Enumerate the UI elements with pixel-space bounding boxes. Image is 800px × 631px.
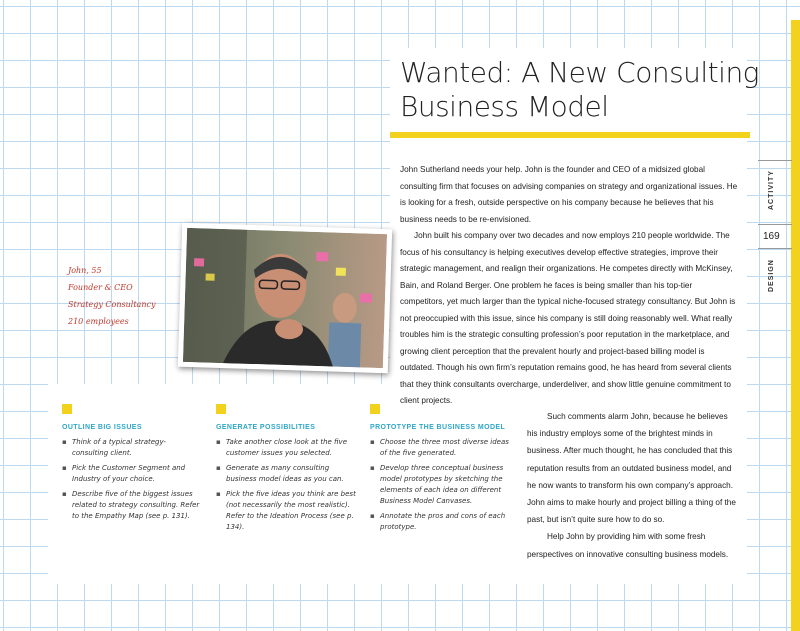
step-heading: GENERATE POSSIBILITIES bbox=[216, 424, 316, 431]
caption-company: Strategy Consultancy bbox=[68, 300, 156, 309]
list-item: ▪ Develop three conceptual business model prototypes by sketching the elements of each idea on different Business Model Canvases. bbox=[370, 463, 510, 507]
photo-caption bbox=[68, 262, 178, 330]
tab-divider bbox=[758, 160, 792, 161]
title-underline bbox=[390, 132, 750, 138]
tab-divider bbox=[758, 224, 792, 225]
caption-name: John, 55 bbox=[68, 266, 102, 275]
body-text-right bbox=[527, 408, 740, 563]
yellow-square-icon bbox=[216, 404, 226, 414]
body-paragraph: John Sutherland needs your help. John is the founder and CEO of a midsized global consulting firm that focuses on advising companies on strategy and organizational issues. He is looking for a fresh, outside perspective on his company because he believes that his business needs to be re-envisioned. bbox=[400, 165, 738, 224]
page-title: Wanted: A New Consulting Business Model bbox=[400, 56, 759, 123]
body-paragraph: Such comments alarm John, because he believes his industry employs some of the brightest minds in business. After much thought, he has concluded that this reputation results from an outdated business model, and he now wants to transform his own company’s approach. John aims to make hourly and project billing a thing of the past, but isn’t quite sure how to do so. bbox=[527, 412, 736, 525]
list-item: ▪ Generate as many consulting business model ideas as you can. bbox=[216, 463, 356, 485]
list-item: ▪ Think of a typical strategy-consulting client. bbox=[62, 437, 202, 459]
step-list bbox=[216, 437, 356, 533]
body-paragraph: Help John by providing him with some fresh perspectives on innovative consulting business models. bbox=[527, 532, 729, 559]
step-list bbox=[370, 437, 510, 533]
list-item: ▪ Take another close look at the five customer issues you selected. bbox=[216, 437, 356, 459]
step-heading: OUTLINE BIG ISSUES bbox=[62, 424, 142, 431]
tab-activity[interactable]: ACTIVITY bbox=[768, 170, 775, 210]
list-item: ▪ Annotate the pros and cons of each prototype. bbox=[370, 511, 510, 533]
activity-step-prototype bbox=[370, 404, 510, 537]
list-item: ▪ Pick the Customer Segment and Industry of your choice. bbox=[62, 463, 202, 485]
yellow-square-icon bbox=[62, 404, 72, 414]
list-item: ▪ Choose the three most diverse ideas of the five generated. bbox=[370, 437, 510, 459]
list-item: ▪ Pick the five ideas you think are best (not necessarily the most realistic). Refer to the Ideation Process (see p. 134). bbox=[216, 489, 356, 533]
step-list bbox=[62, 437, 202, 522]
caption-employees: 210 employees bbox=[68, 317, 129, 326]
page-number: 169 bbox=[763, 231, 780, 242]
tab-divider bbox=[758, 248, 792, 249]
portrait-photo bbox=[183, 228, 387, 368]
list-item: ▪ Describe five of the biggest issues related to strategy consulting. Refer to the Empathy Map (see p. 131). bbox=[62, 489, 202, 522]
john-photo bbox=[178, 223, 392, 374]
activity-step-generate bbox=[216, 404, 356, 537]
tab-design[interactable]: DESIGN bbox=[768, 259, 775, 292]
yellow-square-icon bbox=[370, 404, 380, 414]
caption-role: Founder & CEO bbox=[68, 283, 133, 292]
body-paragraph: John built his company over two decades and now employs 210 people worldwide. The focus of his consultancy is helping executives develop effective strategies, improve their strategic management, and realign their organizations. He competes directly with McKinsey, Bain, and Roland Berger. One problem he faces is being smaller than his top-tier competitors, yet much larger than the typical niche-focused strategy consultancy. But John is not preoccupied with this issue, since his company is still doing reasonably well. What really troubles him is the strategic consulting profession’s poor reputation in the marketplace, and growing client perception that the prevalent hourly and project-based billing model is outdated. Though his own firm’s reputation remains good, he has heard from several clients that they think consultants overcharge, underdeliver, and show little genuine commitment to client projects. bbox=[400, 231, 736, 405]
activity-step-outline bbox=[62, 404, 202, 526]
step-heading: PROTOTYPE THE BUSINESS MODEL bbox=[370, 424, 506, 431]
side-color-bar bbox=[791, 20, 800, 631]
body-text-main bbox=[400, 162, 738, 410]
